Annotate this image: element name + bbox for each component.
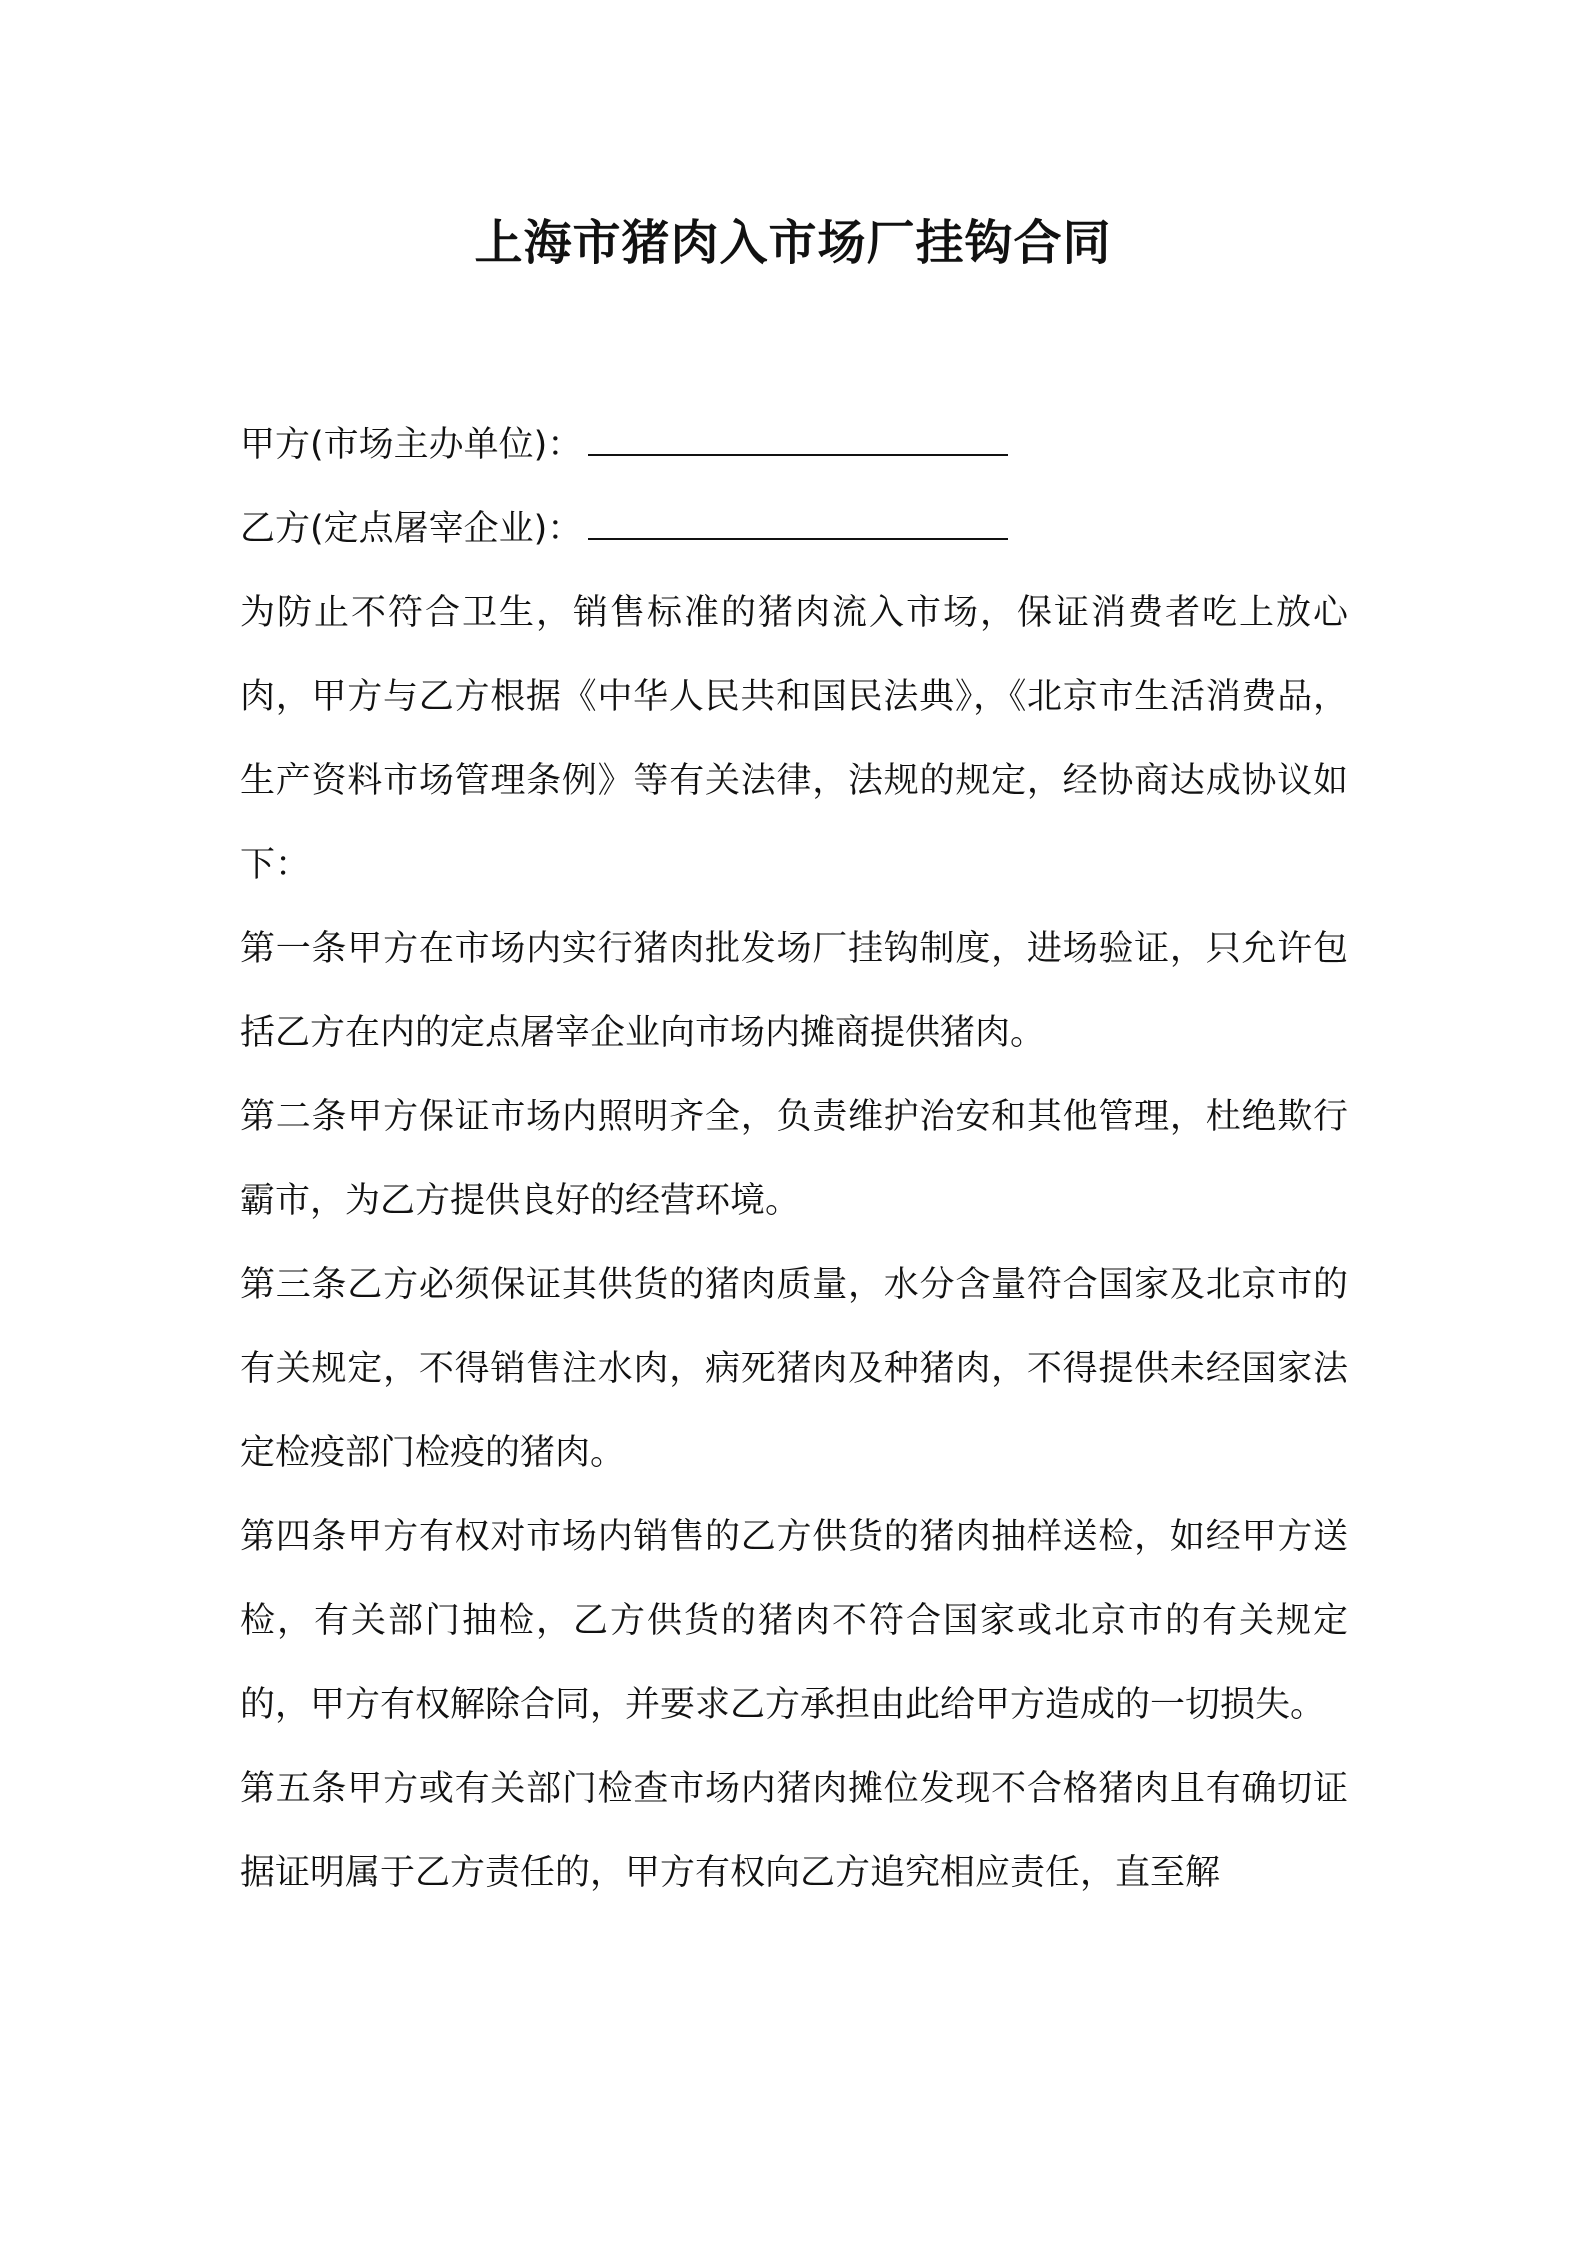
article-1: 第一条甲方在市场内实行猪肉批发场厂挂钩制度，进场验证，只允许包括乙方在内的定点屠宰企业向市场内摊商提供猪肉。 xyxy=(240,929,1348,1053)
document-title: 上海市猪肉入市场厂挂钩合同 xyxy=(474,215,1112,271)
party-b-blank xyxy=(588,494,1008,540)
party-b-label: 乙方(定点屠宰企业)： xyxy=(240,509,583,549)
article-2: 第二条甲方保证市场内照明齐全，负责维护治安和其他管理，杜绝欺行霸市，为乙方提供良好的经营环境。 xyxy=(240,1097,1348,1221)
party-a-line xyxy=(240,403,1348,487)
article-4: 第四条甲方有权对市场内销售的乙方供货的猪肉抽样送检，如经甲方送检，有关部门抽检，乙方供货的猪肉不符合国家或北京市的有关规定的，甲方有权解除合同，并要求乙方承担由此给甲方造成的一切损失。 xyxy=(240,1517,1348,1725)
party-b-line xyxy=(240,487,1348,571)
preamble-paragraph: 为防止不符合卫生，销售标准的猪肉流入市场，保证消费者吃上放心肉，甲方与乙方根据《中华人民共和国民法典》，《北京市生活消费品，生产资料市场管理条例》等有关法律，法规的规定，经协商达成协议如下： xyxy=(240,593,1348,885)
party-a-label: 甲方(市场主办单位)： xyxy=(240,425,583,465)
party-a-blank xyxy=(588,410,1008,456)
article-5: 第五条甲方或有关部门检查市场内猪肉摊位发现不合格猪肉且有确切证据证明属于乙方责任的，甲方有权向乙方追究相应责任，直至解 xyxy=(240,1769,1348,1893)
article-3: 第三条乙方必须保证其供货的猪肉质量，水分含量符合国家及北京市的有关规定，不得销售注水肉，病死猪肉及种猪肉，不得提供未经国家法定检疫部门检疫的猪肉。 xyxy=(240,1265,1348,1473)
document-body xyxy=(240,403,1348,1915)
